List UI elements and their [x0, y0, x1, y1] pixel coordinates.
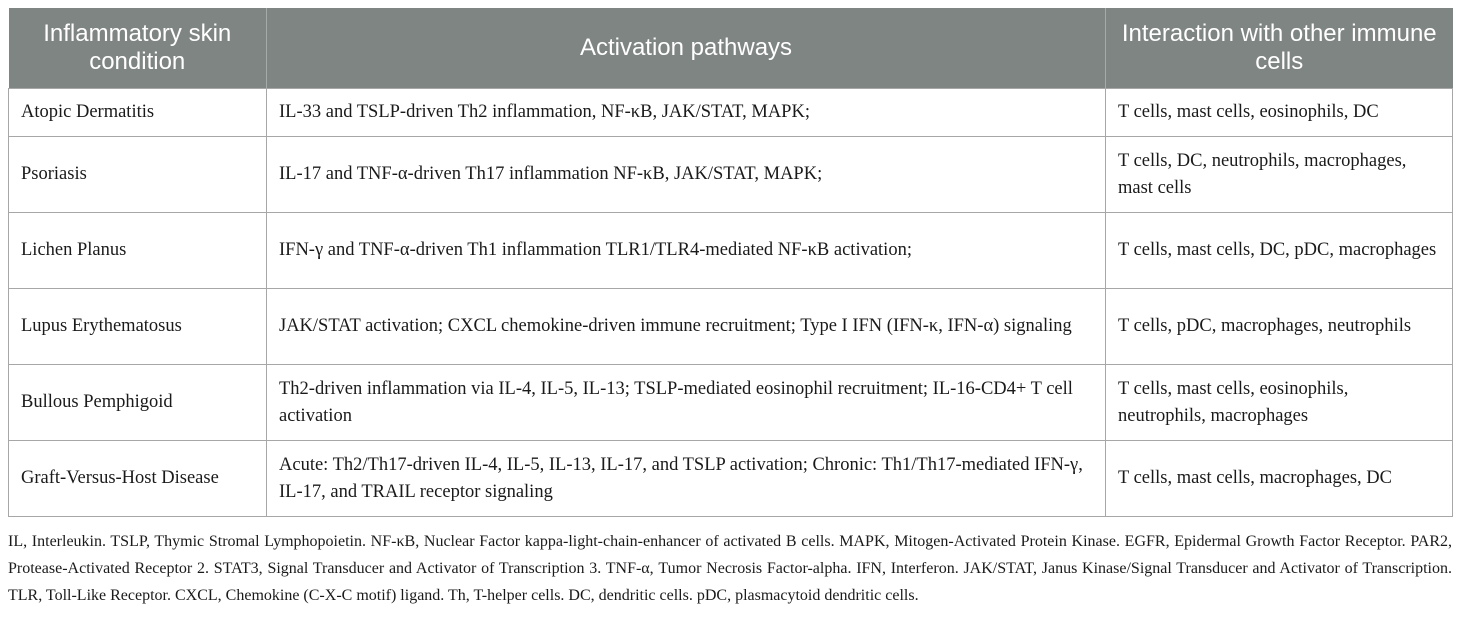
interactions-cell: T cells, mast cells, DC, pDC, macrophages — [1106, 213, 1453, 289]
table-container — [8, 8, 1452, 609]
pathways-cell: IFN-γ and TNF-α-driven Th1 inflammation TLR1/TLR4-mediated NF-κB activation; — [267, 213, 1106, 289]
pathways-cell: JAK/STAT activation; CXCL chemokine-driven immune recruitment; Type I IFN (IFN-κ, IFN-α) signaling — [267, 289, 1106, 365]
table-footnote: IL, Interleukin. TSLP, Thymic Stromal Lymphopoietin. NF-κB, Nuclear Factor kappa-light-chain-enhancer of activated B cells. MAPK, Mitogen-Activated Protein Kinase. EGFR, Epidermal Growth Factor Receptor. PAR2, Protease-Activated Receptor 2. STAT3, Signal Transducer and Activator of Transcription 3. TNF-α, Tumor Necrosis Factor-alpha. IFN, Interferon. JAK/STAT, Janus Kinase/Signal Transducer and Activator of Transcription. TLR, Toll-Like Receptor. CXCL, Chemokine (C-X-C motif) ligand. Th, T-helper cells. DC, dendritic cells. pDC, plasmacytoid dendritic cells. — [8, 533, 1452, 604]
interactions-cell: T cells, mast cells, eosinophils, neutrophils, macrophages — [1106, 365, 1453, 441]
condition-cell: Psoriasis — [9, 137, 267, 213]
table-row — [9, 137, 1453, 213]
pathways-cell: Th2-driven inflammation via IL-4, IL-5, IL-13; TSLP-mediated eosinophil recruitment; IL-16-CD4+ T cell activation — [267, 365, 1106, 441]
condition-cell: Graft-Versus-Host Disease — [9, 441, 267, 517]
interactions-cell: T cells, pDC, macrophages, neutrophils — [1106, 289, 1453, 365]
table-row — [9, 365, 1453, 441]
header-pathways: Activation pathways — [267, 8, 1106, 89]
condition-cell: Bullous Pemphigoid — [9, 365, 267, 441]
condition-cell: Lichen Planus — [9, 213, 267, 289]
data-table — [8, 8, 1453, 517]
condition-cell: Atopic Dermatitis — [9, 89, 267, 137]
header-interactions: Interaction with other immune cells — [1106, 8, 1453, 89]
table-row — [9, 213, 1453, 289]
pathways-cell: IL-33 and TSLP-driven Th2 inflammation, NF-κB, JAK/STAT, MAPK; — [267, 89, 1106, 137]
table-row — [9, 89, 1453, 137]
table-row — [9, 441, 1453, 517]
condition-cell: Lupus Erythematosus — [9, 289, 267, 365]
interactions-cell: T cells, mast cells, macrophages, DC — [1106, 441, 1453, 517]
pathways-cell: IL-17 and TNF-α-driven Th17 inflammation NF-κB, JAK/STAT, MAPK; — [267, 137, 1106, 213]
table-row — [9, 289, 1453, 365]
header-condition: Inflammatory skin condition — [9, 8, 267, 89]
interactions-cell: T cells, mast cells, eosinophils, DC — [1106, 89, 1453, 137]
pathways-cell: Acute: Th2/Th17-driven IL-4, IL-5, IL-13, IL-17, and TSLP activation; Chronic: Th1/Th17-mediated IFN-γ, IL-17, and TRAIL receptor signaling — [267, 441, 1106, 517]
interactions-cell: T cells, DC, neutrophils, macrophages, mast cells — [1106, 137, 1453, 213]
header-row — [9, 8, 1453, 89]
